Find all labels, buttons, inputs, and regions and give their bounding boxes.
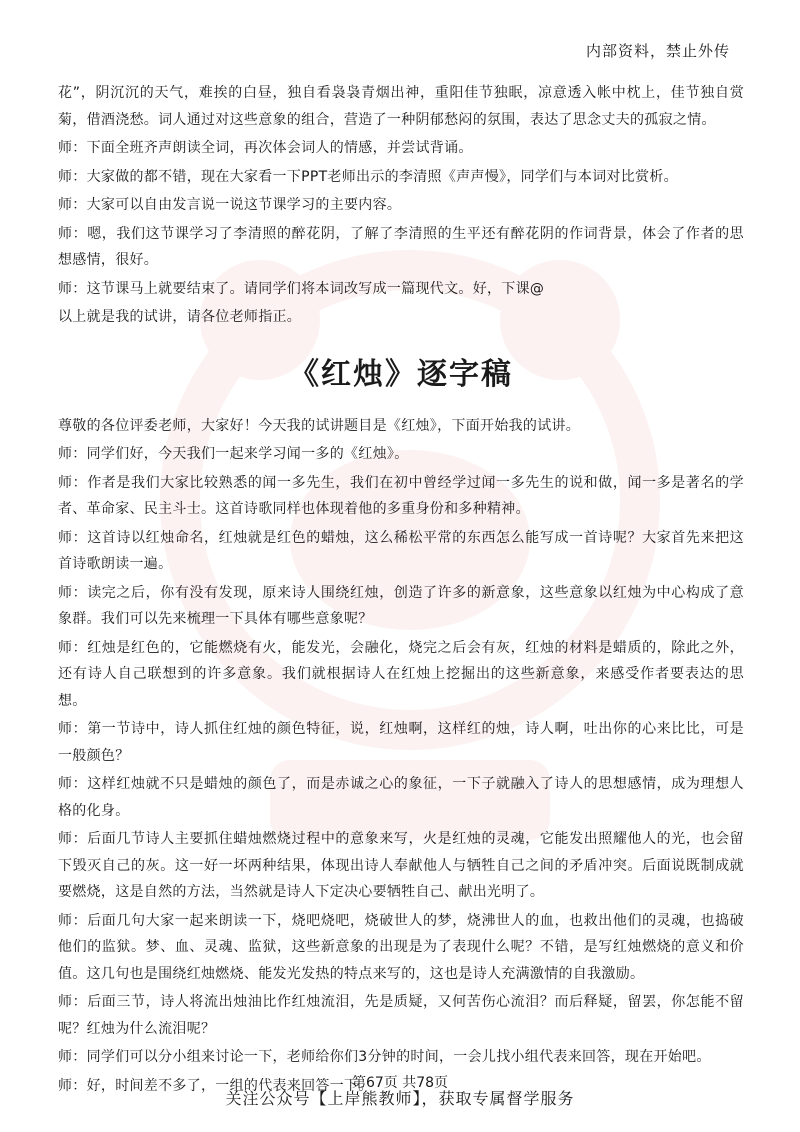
paragraph: 师：作者是我们大家比较熟悉的闻一多先生，我们在初中曾经学过闻一多先生的说和做，闻一多是著名的学者、革命家、民主斗士。这首诗歌同样也体现着他的多重身份和多种精神。 bbox=[58, 474, 744, 517]
paragraph: 师：后面几句大家一起来朗读一下，烧吧烧吧，烧破世人的梦，烧沸世人的血，也救出他们的灵魂，也捣破他们的监狱。梦、血、灵魂、监狱，这些新意象的出现是为了表现什么呢？不错，是写红烛燃烧的意义和价值。这几句也是围绕红烛燃烧、能发光发热的特点来写的，这也是诗人充满激情的自我激励。 bbox=[58, 912, 744, 982]
paragraph: 师：后面几节诗人主要抓住蜡烛燃烧过程中的意象来写，火是红烛的灵魂，它能发出照耀他人的光，也会留下毁灭自己的灰。这一好一坏两种结果，体现出诗人奉献他人与牺牲自己之间的矛盾冲突。后面说既制成就要燃烧，这是自然的方法，当然就是诗人下定决心要牺牲自己、献出光明了。 bbox=[58, 831, 744, 900]
paragraph: 师：大家做的都不错，现在大家看一下PPT老师出示的李清照《声声慢》，同学们与本词对比赏析。 bbox=[58, 168, 678, 185]
section-body bbox=[58, 413, 744, 1100]
previous-section-continuation bbox=[58, 80, 744, 331]
page-number: 第67页 共78页 bbox=[351, 1075, 449, 1091]
section-title: 《红烛》逐字稿 bbox=[289, 356, 513, 392]
paragraph: 师：这首诗以红烛命名，红烛就是红色的蜡烛，这么稀松平常的东西怎么能写成一首诗呢？大家首先来把这首诗歌朗读一遍。 bbox=[58, 529, 744, 572]
paragraph: 师：嗯，我们这节课学习了李清照的醉花阴，了解了李清照的生平还有醉花阴的作词背景，体会了作者的思想感情，很好。 bbox=[58, 225, 744, 268]
paragraph: 花”，阴沉沉的天气，难挨的白昼，独自看袅袅青烟出神，重阳佳节独眠，凉意透入帐中枕上，佳节独自赏菊，借酒浇愁。词人通过对这些意象的组合，营造了一种阴郁愁闷的氛围，表达了思念丈夫的孤寂之情。 bbox=[58, 85, 744, 128]
paragraph: 师：下面全班齐声朗读全词，再次体会词人的情感，并尝试背诵。 bbox=[58, 140, 473, 156]
paragraph: 师：这样红烛就不只是蜡烛的颜色了，而是赤诚之心的象征，一下子就融入了诗人的思想感情，成为理想人格的化身。 bbox=[58, 776, 744, 819]
confidential-note: 内部资料，禁止外传 bbox=[585, 42, 730, 60]
paragraph: 师：这节课马上就要结束了。请同学们将本词改写成一篇现代文。好，下课@ bbox=[58, 280, 545, 297]
paragraph: 师：大家可以自由发言说一说这节课学习的主要内容。 bbox=[58, 197, 402, 213]
paragraph: 师：同学们好，今天我们一起来学习闻一多的《红烛》。 bbox=[58, 446, 409, 462]
paragraph: 师：同学们可以分小组来讨论一下，老师给你们3分钟的时间，一会儿找小组代表来回答，现在开始吧。 bbox=[58, 1049, 711, 1065]
paragraph: 以上就是我的试讲，请各位老师指正。 bbox=[58, 309, 302, 325]
paragraph: 师：读完之后，你有没有发现，原来诗人围绕红烛，创造了许多的新意象，这些意象以红烛为中心构成了意象群。我们可以先来梳理一下具体有哪些意象呢？ bbox=[58, 584, 744, 627]
paragraph: 师：后面三节，诗人将流出烛油比作红烛流泪，先是质疑，又何苦伤心流泪？而后释疑，留罢，你怎能不留呢？红烛为什么流泪呢？ bbox=[58, 994, 744, 1037]
promo-footer: 关注公众号【上岸熊教师】，获取专属督学服务 bbox=[225, 1089, 575, 1108]
document-body bbox=[58, 80, 744, 1099]
paragraph: 师：好，时间差不多了，一组的代表来回答一下。 bbox=[58, 1077, 373, 1094]
paragraph: 尊敬的各位评委老师，大家好！今天我的试讲题目是《红烛》，下面开始我的试讲。 bbox=[58, 417, 581, 434]
paragraph: 师：第一节诗中，诗人抓住红烛的颜色特征，说，红烛啊，这样红的烛，诗人啊，吐出你的心来比比，可是一般颜色？ bbox=[58, 721, 744, 764]
paragraph: 师：红烛是红色的，它能燃烧有火，能发光，会融化，烧完之后会有灰，红烛的材料是蜡质的，除此之外，还有诗人自己联想到的许多意象。我们就根据诗人在红烛上挖掘出的这些新意象，来感受作者要表达的思想。 bbox=[58, 639, 744, 709]
